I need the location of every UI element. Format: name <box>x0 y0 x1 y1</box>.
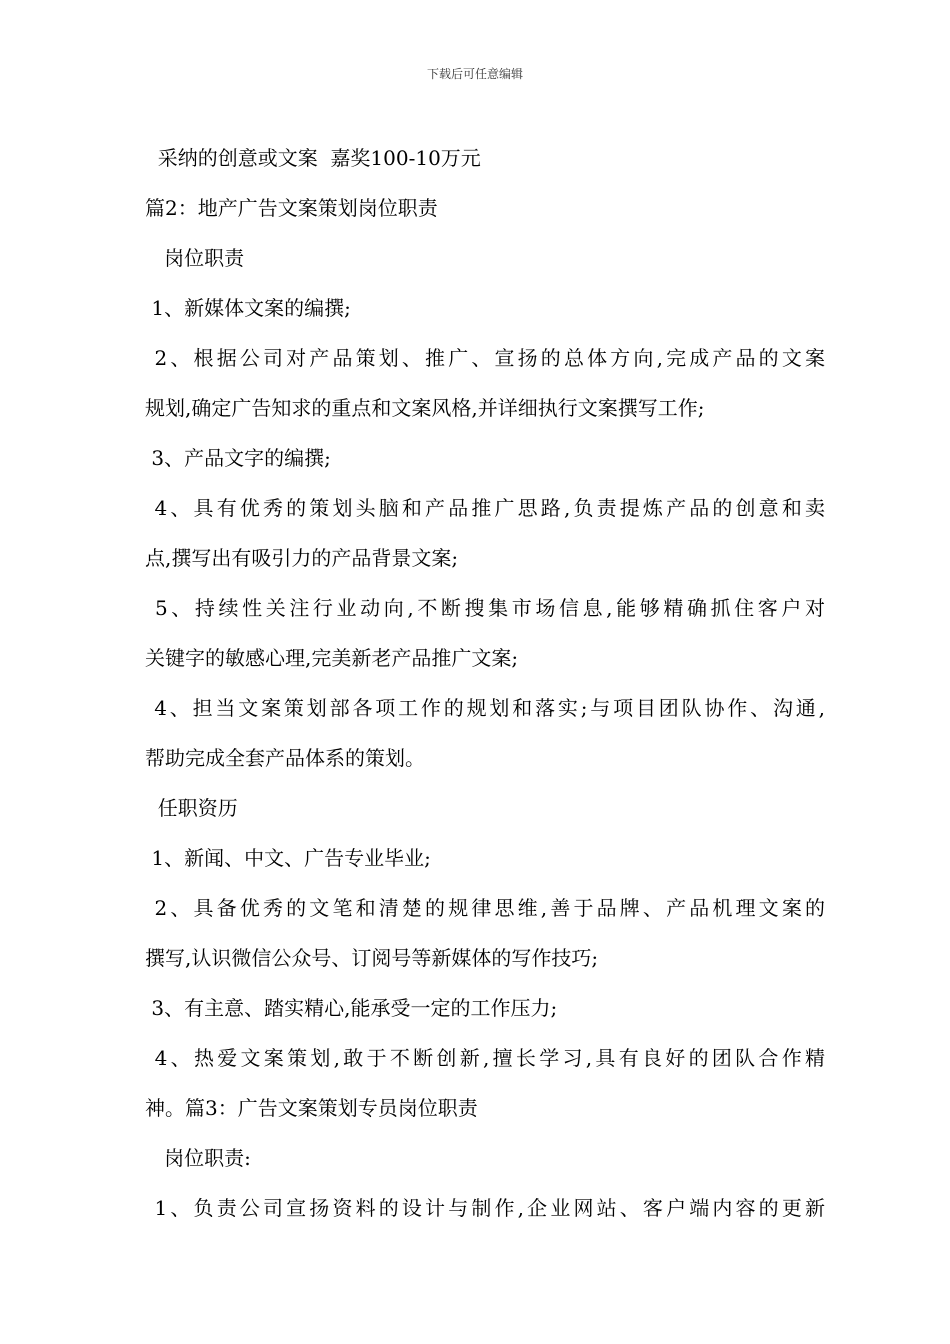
text-line: 1、新媒体文案的编撰; <box>145 296 351 320</box>
text-line: 帮助完成全套产品体系的策划。 <box>145 746 425 770</box>
text-line: 4、热爱文案策划,敢于不断创新,擅长学习,具有良好的团队合作精 <box>145 1046 825 1070</box>
page-header: 下载后可任意编辑 <box>426 67 523 81</box>
text-line: 2、根据公司对产品策划、推广、宣扬的总体方向,完成产品的文案 <box>145 346 825 370</box>
text-line: 2、具备优秀的文笔和清楚的规律思维,善于品牌、产品机理文案的 <box>145 896 825 920</box>
text-line: 3、产品文字的编撰; <box>145 446 331 470</box>
subsection-heading: 任职资历 <box>145 796 238 820</box>
section-heading: 篇2：地产广告文案策划岗位职责 <box>145 196 438 220</box>
text-line: 5、持续性关注行业动向,不断搜集市场信息,能够精确抓住客户对 <box>145 596 825 620</box>
subsection-heading: 岗位职责: <box>145 1146 251 1170</box>
document-body <box>145 133 825 1233</box>
text-line: 规划,确定广告知求的重点和文案风格,并详细执行文案撰写工作; <box>145 396 705 420</box>
text-line: 1、新闻、中文、广告专业毕业; <box>145 846 431 870</box>
text-line: 神。篇3：广告文案策划专员岗位职责 <box>145 1096 478 1120</box>
text-line: 采纳的创意或文案 嘉奖100-10万元 <box>145 146 481 170</box>
text-line: 点,撰写出有吸引力的产品背景文案; <box>145 546 459 570</box>
text-line: 3、有主意、踏实精心,能承受一定的工作压力; <box>145 996 558 1020</box>
text-line: 关键字的敏感心理,完美新老产品推广文案; <box>145 646 519 670</box>
text-line: 4、担当文案策划部各项工作的规划和落实;与项目团队协作、沟通, <box>145 696 825 720</box>
text-line: 4、具有优秀的策划头脑和产品推广思路,负责提炼产品的创意和卖 <box>145 496 825 520</box>
subsection-heading: 岗位职责 <box>145 246 245 270</box>
text-line: 撰写,认识微信公众号、订阅号等新媒体的写作技巧; <box>145 946 599 970</box>
text-line: 1、负责公司宣扬资料的设计与制作,企业网站、客户端内容的更新 <box>145 1196 825 1220</box>
